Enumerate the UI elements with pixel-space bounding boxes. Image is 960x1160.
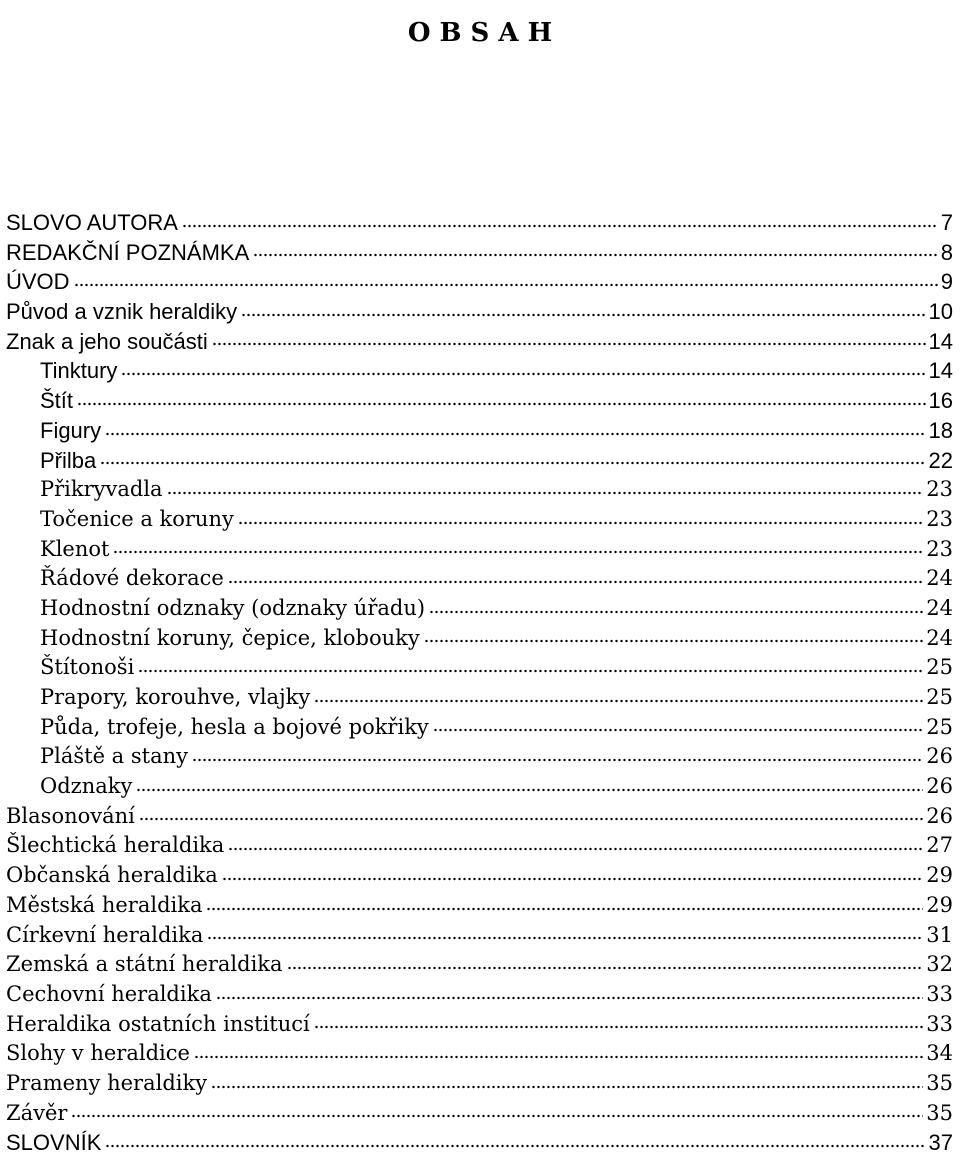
- toc-entry-page-number: 23: [926, 477, 953, 502]
- toc-entry: [6, 921, 953, 951]
- toc-entry: [6, 950, 953, 980]
- toc-entry-page-number: 7: [940, 210, 953, 235]
- dot-leader: [241, 312, 925, 318]
- toc-entry-page-number: 9: [940, 269, 953, 295]
- toc-entry-page-number: 35: [926, 1100, 953, 1125]
- toc-entry-label: Heraldika ostatních institucí: [6, 1011, 310, 1036]
- toc-entry-label: Církevní heraldika: [6, 922, 204, 947]
- dot-leader: [71, 1113, 923, 1119]
- toc-entry-label: Štít: [40, 388, 74, 414]
- toc-entry: [6, 891, 953, 921]
- toc-entry-page-number: 24: [926, 625, 953, 650]
- toc-entry: [6, 861, 953, 891]
- toc-entry: [6, 802, 953, 832]
- toc-entry-label: SLOVO AUTORA: [6, 210, 178, 235]
- toc-entry-page-number: 8: [940, 239, 953, 265]
- toc-entry-page-number: 33: [926, 981, 953, 1006]
- dot-leader: [424, 638, 924, 644]
- toc-entry: [6, 772, 953, 802]
- toc-entry: [6, 683, 953, 713]
- toc-entry: [6, 1010, 953, 1040]
- dot-leader: [314, 698, 923, 704]
- toc-entry: [6, 297, 953, 327]
- toc-entry-page-number: 37: [928, 1130, 953, 1156]
- toc-entry: [6, 327, 953, 357]
- toc-entry-label: Figury: [40, 417, 102, 443]
- toc-entry-label: Hodnostní odznaky (odznaky úřadu): [40, 595, 426, 620]
- toc-entry: [6, 208, 953, 238]
- toc-entry-page-number: 29: [926, 892, 953, 917]
- dot-leader: [136, 787, 923, 793]
- dot-leader: [253, 252, 937, 258]
- dot-leader: [138, 668, 923, 674]
- toc-entry-label: Cechovní heraldika: [6, 981, 212, 1006]
- dot-leader: [287, 965, 924, 971]
- toc-entry: [6, 1128, 953, 1158]
- toc-entry-label: ÚVOD: [6, 269, 70, 295]
- toc-entry: [6, 594, 953, 624]
- dot-leader: [77, 401, 926, 407]
- toc-entry-page-number: 24: [926, 566, 953, 591]
- toc-entry-label: Prapory, korouhve, vlajky: [40, 685, 311, 709]
- toc-entry-page-number: 26: [926, 774, 953, 799]
- toc-entry: [6, 416, 953, 446]
- toc-entry-page-number: 24: [926, 595, 953, 620]
- toc-entry-label: Odznaky: [40, 774, 133, 799]
- toc-entry: [6, 1099, 953, 1129]
- toc-entry-label: Zemská a státní heraldika: [6, 952, 283, 977]
- toc-entry-page-number: 29: [926, 863, 953, 888]
- toc-entry: [6, 624, 953, 654]
- dot-leader: [211, 1084, 923, 1090]
- toc-entry: [6, 980, 953, 1010]
- toc-entry: [6, 267, 953, 297]
- toc-entry-label: Znak a jeho součásti: [6, 328, 208, 354]
- toc-entry: [6, 564, 953, 594]
- toc-entry-label: Tinktury: [40, 358, 118, 384]
- toc-entry-page-number: 18: [928, 417, 953, 443]
- dot-leader: [228, 579, 923, 585]
- toc-entry: [6, 831, 953, 861]
- dot-leader: [105, 1143, 925, 1149]
- dot-leader: [228, 846, 923, 852]
- dot-leader: [105, 431, 925, 437]
- dot-leader: [212, 341, 926, 347]
- dot-leader: [74, 282, 938, 288]
- toc-entry: [6, 713, 953, 743]
- toc-entry: [6, 386, 953, 416]
- toc-entry: [6, 446, 953, 476]
- toc-entry: [6, 505, 953, 535]
- dot-leader: [207, 935, 923, 941]
- toc-entry: [6, 742, 953, 772]
- toc-entry-page-number: 14: [928, 358, 953, 384]
- toc-entry-page-number: 16: [928, 388, 953, 414]
- dot-leader: [429, 609, 923, 615]
- toc-entry-page-number: 26: [926, 744, 953, 769]
- dot-leader: [182, 223, 938, 229]
- dot-leader: [433, 727, 923, 733]
- toc-entry-label: Slohy v heraldice: [6, 1041, 190, 1066]
- toc-entry-page-number: 22: [928, 447, 953, 473]
- toc-entry-label: Blasonování: [6, 803, 135, 828]
- toc-entry: [6, 535, 953, 565]
- toc-entry-label: Řádové dekorace: [40, 566, 224, 591]
- toc-entry-page-number: 27: [926, 833, 953, 858]
- dot-leader: [139, 816, 923, 822]
- dot-leader: [100, 460, 925, 466]
- dot-leader: [206, 906, 923, 912]
- toc-entry-label: REDAKČNÍ POZNÁMKA: [6, 239, 250, 265]
- toc-entry-page-number: 35: [926, 1070, 953, 1095]
- toc-entry-label: Přilba: [40, 447, 97, 473]
- toc-entry: [6, 653, 953, 683]
- toc-entry-label: Šlechtická heraldika: [6, 833, 225, 858]
- toc-entry: [6, 475, 953, 505]
- toc-entry-page-number: 25: [926, 685, 953, 709]
- dot-leader: [314, 1024, 924, 1030]
- toc-entry-page-number: 31: [926, 922, 953, 947]
- toc-entry-label: Klenot: [40, 536, 110, 561]
- toc-entry-page-number: 26: [926, 803, 953, 828]
- toc-entry-page-number: 25: [926, 714, 953, 739]
- toc-entry-label: Závěr: [6, 1100, 68, 1125]
- dot-leader: [194, 1054, 923, 1060]
- toc-entry-label: Hodnostní koruny, čepice, klobouky: [40, 625, 420, 650]
- toc-entry-label: Občanská heraldika: [6, 863, 218, 888]
- dot-leader: [216, 995, 923, 1001]
- toc-entry-page-number: 23: [926, 536, 953, 561]
- toc-entry-label: Původ a vznik heraldiky: [6, 299, 238, 325]
- toc-entry-page-number: 32: [926, 952, 953, 977]
- dot-leader: [167, 490, 924, 496]
- toc-entry: [6, 1039, 953, 1069]
- toc-entry-label: Prameny heraldiky: [6, 1070, 208, 1095]
- dot-leader: [238, 520, 923, 526]
- toc-entry-label: Točenice a koruny: [40, 506, 234, 531]
- toc-entry-label: Půda, trofeje, hesla a bojové pokřiky: [40, 714, 429, 739]
- toc-entry-label: Štítonoši: [40, 655, 135, 680]
- toc-entry-page-number: 23: [926, 506, 953, 531]
- toc-entry-page-number: 10: [928, 299, 953, 325]
- toc-entry-label: SLOVNÍK: [6, 1130, 102, 1156]
- dot-leader: [113, 549, 923, 555]
- toc-entry: [6, 238, 953, 268]
- toc-entry: [6, 356, 953, 386]
- toc-entry-page-number: 33: [926, 1011, 953, 1036]
- toc-entry: [6, 1069, 953, 1099]
- table-of-contents: [6, 208, 953, 1158]
- toc-entry-label: Městská heraldika: [6, 892, 203, 917]
- toc-entry-label: Přikryvadla: [40, 477, 163, 502]
- toc-entry-label: Pláště a stany: [40, 744, 189, 769]
- dot-leader: [192, 757, 923, 763]
- dot-leader: [222, 876, 923, 882]
- toc-entry-page-number: 25: [926, 655, 953, 680]
- dot-leader: [121, 371, 925, 377]
- toc-entry-page-number: 34: [926, 1041, 953, 1066]
- page-title: O B S A H: [407, 18, 553, 49]
- toc-entry-page-number: 14: [928, 328, 953, 354]
